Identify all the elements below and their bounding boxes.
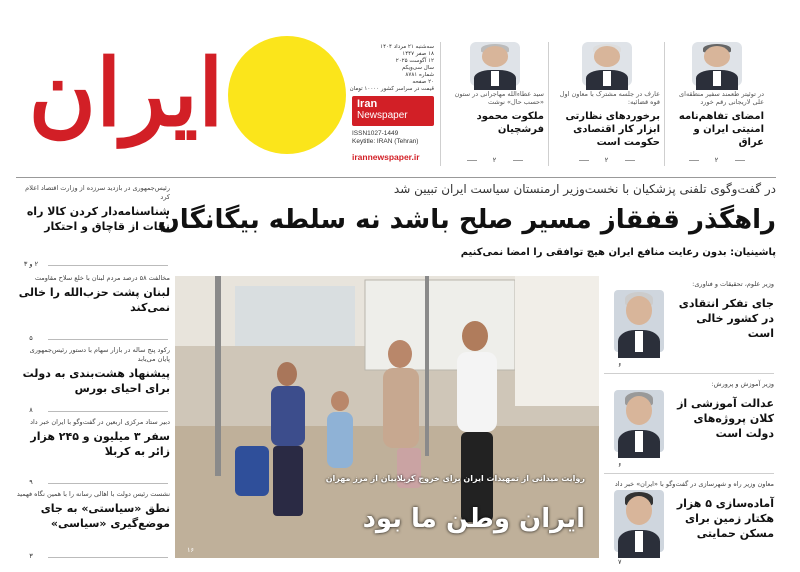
left-story[interactable] bbox=[16, 346, 170, 396]
page-ref: ۲ و ۳ bbox=[16, 260, 46, 270]
sun-logo-mark bbox=[228, 36, 346, 154]
story-headline: آماده‌سازی ۵ هزار هکتار زمین برای مسکن حمایتی bbox=[676, 497, 774, 540]
story-photo bbox=[614, 490, 664, 552]
story-kicker: رئیس‌جمهوری در بازدید سرزده از وزارت اقتصاد اعلام کرد bbox=[25, 184, 170, 201]
teaser-photo bbox=[692, 42, 742, 86]
story-headline: نطق «سیاستی» به جای موضع‌گیری «سیاسی» bbox=[40, 502, 170, 530]
lead-headline: راهگذر قفقاز مسیر صلح باشد نه سلطه بیگانگان bbox=[157, 205, 776, 235]
story-headline: جای تفکر انتقادی در کشور خالی است bbox=[678, 297, 774, 340]
website-link[interactable]: irannewspaper.ir bbox=[352, 152, 420, 162]
teaser-kicker: در توئیتر طعمند سفیر منطقه‌ای علی لاریجانی رقم خورد bbox=[679, 90, 764, 106]
story-photo bbox=[614, 290, 664, 352]
story-headline: شناسنامه‌دار کردن کالا راه نجات از قاچاق و احتکار bbox=[26, 205, 170, 233]
teaser-photo bbox=[470, 42, 520, 86]
main-photo[interactable] bbox=[175, 276, 599, 558]
story-kicker: دبیر ستاد مرکزی اربعین در گفت‌وگو با ایران خبر داد bbox=[30, 418, 170, 426]
issn-info bbox=[352, 130, 438, 146]
teaser-headline: امضای تفاهم‌نامه امنیتی ایران و عراق bbox=[678, 111, 764, 148]
teaser-kicker: سید عطاءالله مهاجرانی در ستون «حسب حال» نوشت bbox=[454, 90, 544, 106]
issue-line: سه‌شنبه ۲۱ مرداد ۱۴۰۴ bbox=[380, 44, 434, 50]
story-kicker: نشست رئیس دولت با اهالی رسانه را با همین نگاه فهمید bbox=[16, 490, 170, 498]
story-headline: سفر ۳ میلیون و ۲۴۵ هزار زائر به کربلا bbox=[30, 430, 170, 458]
page-ref: ۹ bbox=[16, 478, 46, 488]
story-kicker: وزیر آموزش و پرورش: bbox=[711, 380, 774, 388]
left-column bbox=[16, 180, 170, 570]
right-column bbox=[604, 278, 774, 570]
right-story[interactable] bbox=[604, 378, 774, 474]
right-story[interactable] bbox=[604, 478, 774, 570]
iran-newspaper-badge bbox=[352, 96, 434, 126]
story-kicker: رکود پنج ساله در بازار سهام با دستور رئیس‌جمهوری پایان می‌یابد bbox=[29, 346, 170, 363]
story-headline: لبنان پشت حزب‌الله را خالی نمی‌کند bbox=[18, 286, 170, 314]
left-story[interactable] bbox=[16, 418, 170, 459]
issue-info bbox=[349, 44, 434, 92]
page-ref: ۸ bbox=[16, 406, 46, 416]
left-story[interactable] bbox=[16, 184, 170, 234]
photo-caption-kicker: روایت میدانی از تمهیدات ایران برای خروج کربلاییان از مرز مهران bbox=[325, 474, 585, 483]
keytitle: Keytitle: IRAN (Tehran) bbox=[352, 138, 419, 145]
teaser-story[interactable] bbox=[440, 42, 548, 166]
teaser-photo bbox=[582, 42, 632, 86]
page-ref: ۶ bbox=[618, 461, 622, 469]
page-ref: ۶ bbox=[618, 361, 622, 369]
lead-dek: پاشینیان: بدون رعایت منافع ایران هیچ توافقی را امضا نمی‌کنیم bbox=[460, 247, 776, 258]
story-kicker: معاون وزیر راه و شهرسازی در گفت‌وگو با «ایران» خبر داد bbox=[614, 480, 774, 488]
teaser-story[interactable] bbox=[664, 42, 768, 166]
issue-line: ۲۰ صفحه bbox=[412, 79, 434, 85]
page-ref: ۲ bbox=[585, 156, 629, 164]
lead-kicker: در گفت‌وگوی تلفنی پزشکیان با نخست‌وزیر ارمنستان سیاست ایران تبیین شد bbox=[393, 182, 776, 196]
page-ref: ۲ bbox=[473, 156, 517, 164]
story-kicker: وزیر علوم، تحقیقات و فناوری: bbox=[692, 280, 774, 288]
page-ref: ۵ bbox=[16, 334, 46, 344]
teaser-headline: برخوردهای نظارتی ابزار کار اقتصادی حکومت است bbox=[565, 111, 660, 148]
right-story[interactable] bbox=[604, 278, 774, 374]
page-ref: ۳ bbox=[16, 552, 46, 562]
teaser-story[interactable] bbox=[548, 42, 664, 166]
badge-line-1: Iran bbox=[357, 98, 378, 110]
story-photo bbox=[614, 390, 664, 452]
left-story[interactable] bbox=[16, 274, 170, 315]
issue-line: ۱۸ صفر ۱۴۴۷ bbox=[402, 51, 434, 57]
issue-line: سال سی‌ویکم bbox=[401, 65, 434, 71]
issue-line: ۱۲ آگوست ۲۰۲۵ bbox=[395, 58, 434, 64]
left-story[interactable] bbox=[16, 490, 170, 531]
lead-story[interactable] bbox=[157, 178, 776, 270]
page-ref: ۷ bbox=[618, 558, 622, 566]
story-kicker: مخالفت ۵۸ درصد مردم لبنان با خلع سلاح مقاومت bbox=[34, 274, 170, 282]
newspaper-logo[interactable]: ایران bbox=[28, 39, 224, 147]
teaser-headline: ملکوت محمود فرشچیان bbox=[476, 111, 544, 135]
page-ref: ۱۶ bbox=[187, 546, 194, 554]
story-headline: عدالت آموزشی از کلان پروژه‌های دولت است bbox=[677, 397, 774, 440]
photo-caption-headline: ایران وطن ما بود bbox=[362, 504, 585, 534]
issue-line: قیمت در سراسر کشور ۱۰۰۰۰ تومان bbox=[349, 86, 434, 92]
teaser-kicker: عارف در جلسه مشترک با معاون اول قوه قضائیه: bbox=[559, 90, 660, 106]
story-headline: پیشنهاد هشت‌بندی به دولت برای احیای بورس bbox=[22, 367, 170, 395]
page-ref: ۲ bbox=[695, 156, 739, 164]
issn: ISSN1027-1449 bbox=[352, 130, 399, 137]
masthead bbox=[0, 0, 800, 178]
badge-line-2: Newspaper bbox=[357, 110, 408, 121]
issue-line: شماره ۸۷۸۱ bbox=[405, 72, 434, 78]
